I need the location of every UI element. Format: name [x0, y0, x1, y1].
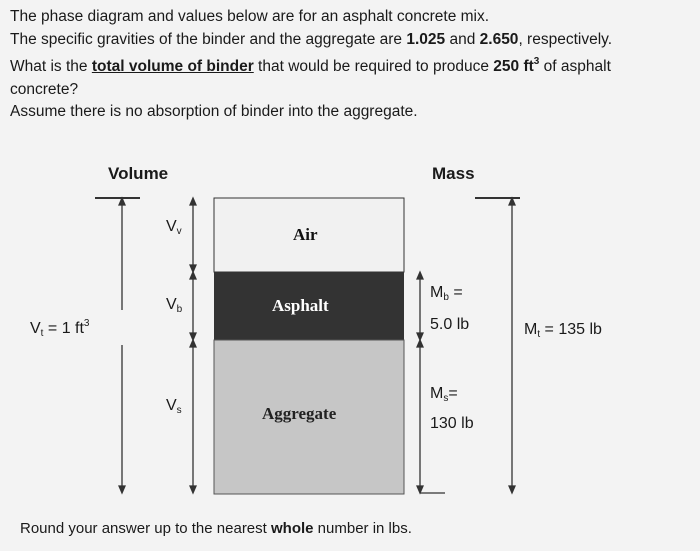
mt-dimension-arrow [509, 198, 515, 493]
emphasized-phrase: total volume of binder [91, 58, 254, 75]
vt-dimension-arrow [119, 198, 125, 493]
ms-label: $M_s=$ [430, 385, 458, 404]
question-line-3: What is the total volume of binder that would be required to produce 250 $ft^3$ of asphalt [10, 56, 611, 75]
vv-label: $V_v$ [166, 218, 182, 237]
binder-specific-gravity: 1.025 [406, 30, 446, 48]
question-line-1: The phase diagram and values below are for an asphalt concrete mix. [10, 8, 490, 25]
mb-value: 5.0 lb [430, 316, 470, 333]
volume-header: Volume [108, 164, 169, 183]
question-line-5: Assume there is no absorption of binder into the aggregate. [10, 103, 418, 120]
volume-component-arrows [190, 198, 196, 493]
mass-header: Mass [432, 164, 475, 183]
asphalt-label: Asphalt [272, 296, 329, 315]
vt-label: $V_t = 1$ $ft^3$ [30, 318, 90, 339]
aggregate-label: Aggregate [262, 404, 337, 423]
mass-component-arrows [417, 272, 445, 493]
ms-value: 130 lb [430, 415, 474, 432]
question-line-4: concrete? [10, 80, 79, 98]
question-line-2: The specific gravities of the binder and the aggregate are 1.025 and 2.650, respectively. [10, 30, 613, 48]
mt-label: $M_t = 135$ lb [524, 321, 602, 340]
rounding-instruction: Round your answer up to the nearest whole number in lbs. [20, 520, 412, 537]
vb-label: $V_b$ [166, 296, 183, 315]
aggregate-specific-gravity: 2.650 [479, 30, 519, 48]
produce-volume: 250 $ft^3$ [493, 56, 540, 75]
air-label: Air [293, 225, 318, 244]
vs-label: $V_s$ [166, 397, 182, 416]
mb-label: $M_b$ = [430, 284, 463, 303]
